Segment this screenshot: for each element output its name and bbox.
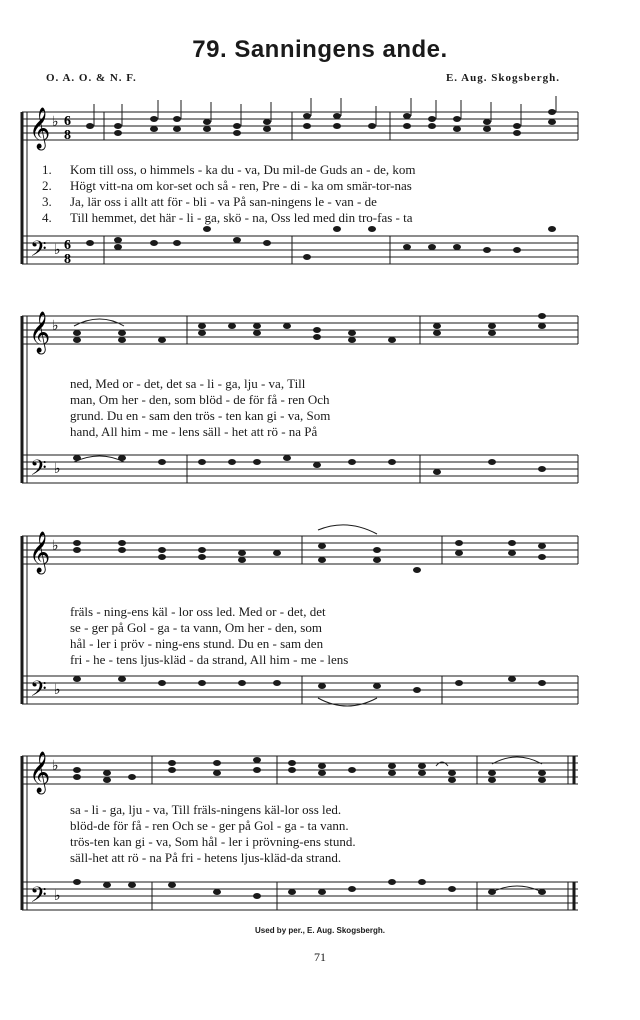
verse-number: 1. [42,162,52,177]
permission-credit: Used by per., E. Aug. Skogsbergh. [255,926,385,935]
flat-icon: ♭ [54,888,61,904]
flat-icon: ♭ [52,758,59,774]
treble-clef-icon: 𝄞 [29,752,51,793]
verse-line-2 [22,178,578,193]
music-system-3 [22,520,578,720]
verse-line-1 [22,604,578,619]
flat-icon: ♭ [52,318,59,334]
bass-clef-icon: 𝄢 [30,883,47,913]
verse-text: sa - li - ga, lju - va, Till fräls-ningens käl-lor oss led. [70,802,342,817]
verse-text: Högt vitt-na om kor-set och så - ren, Pre - di - ka om smär-tor-nas [70,178,412,193]
verse-line-1 [22,376,578,391]
time-signature-6-8: 6 [64,238,71,253]
treble-clef-icon: 𝄞 [29,532,51,573]
verse-line-2 [22,392,578,407]
treble-clef-icon: 𝄞 [29,108,51,149]
verse-number: 3. [42,194,52,209]
bass-clef-icon: 𝄢 [30,677,47,707]
verse-line-3 [22,408,578,423]
verse-text: fri - he - tens ljus-kläd - da strand, All him - me - lens [70,652,349,667]
verse-line-3 [22,636,578,651]
verse-text: man, Om her - den, som blöd - de för få - ren Och [70,392,330,407]
music-system-4 [22,740,578,925]
verse-line-4 [22,850,578,865]
verse-line-1 [22,162,578,177]
verse-text: se - ger på Gol - ga - ta vann, Om her - den, som [70,620,322,635]
treble-clef-icon: 𝄞 [29,312,51,353]
verse-line-3 [22,834,578,849]
music-system-1 [22,96,578,276]
hymn-title: 79. Sanningens ande. [192,36,448,63]
verse-line-4 [22,210,578,225]
svg-text:8: 8 [64,252,71,267]
verse-text: fräls - ning-ens käl - lor oss led. Med or - det, det [70,604,326,619]
verse-text: ned, Med or - det, det sa - li - ga, lju - va, Till [70,376,306,391]
svg-text:8: 8 [64,128,71,143]
verse-text: hål - ler i pröv - ning-ens stund. Du en - sam den [70,636,324,651]
verse-text: Ja, lär oss i allt att för - bli - va På san-ningens le - van - de [70,194,377,209]
verse-number: 2. [42,178,52,193]
tie-arc [318,525,377,534]
verse-text: Till hemmet, det här - li - ga, skö - na, Oss led med din tro-fas - ta [70,210,413,225]
music-system-2 [22,300,578,500]
time-signature-6-8: 6 [64,114,71,129]
verse-number: 4. [42,210,52,225]
flat-icon: ♭ [54,682,61,698]
verse-text: grund. Du en - sam den trös - ten kan gi - va, Som [70,408,331,423]
verse-line-3 [22,194,578,209]
verse-text: trös-ten kan gi - va, Som hål - ler i prövning-ens stund. [70,834,356,849]
bass-clef-icon: 𝄢 [30,456,47,486]
verse-line-2 [22,818,578,833]
verse-line-1 [22,802,578,817]
verse-text: säll-het att rö - na På fri - hetens ljus-kläd-da strand. [70,850,342,865]
tie-arc [318,698,377,706]
composer-credit: O. A. O. & N. F. [46,72,137,84]
verse-text: blöd-de för få - ren Och se - ger på Gol - ga - ta vann. [70,818,349,833]
tie-arc [74,456,124,462]
verse-line-4 [22,424,578,439]
flat-icon: ♭ [54,242,61,258]
flat-icon: ♭ [54,461,61,477]
verse-text: Kom till oss, o himmels - ka du - va, Du mil-de Guds an - de, kom [70,162,416,177]
page-number: 71 [314,950,326,964]
verse-line-4 [22,652,578,667]
verse-line-2 [22,620,578,635]
flat-icon: ♭ [52,538,59,554]
arranger-credit: E. Aug. Skogsbergh. [445,72,560,84]
flat-icon: ♭ [52,114,59,130]
verse-text: hand, All him - me - lens säll - het att rö - na På [70,424,318,439]
bass-clef-icon: 𝄢 [30,237,47,267]
